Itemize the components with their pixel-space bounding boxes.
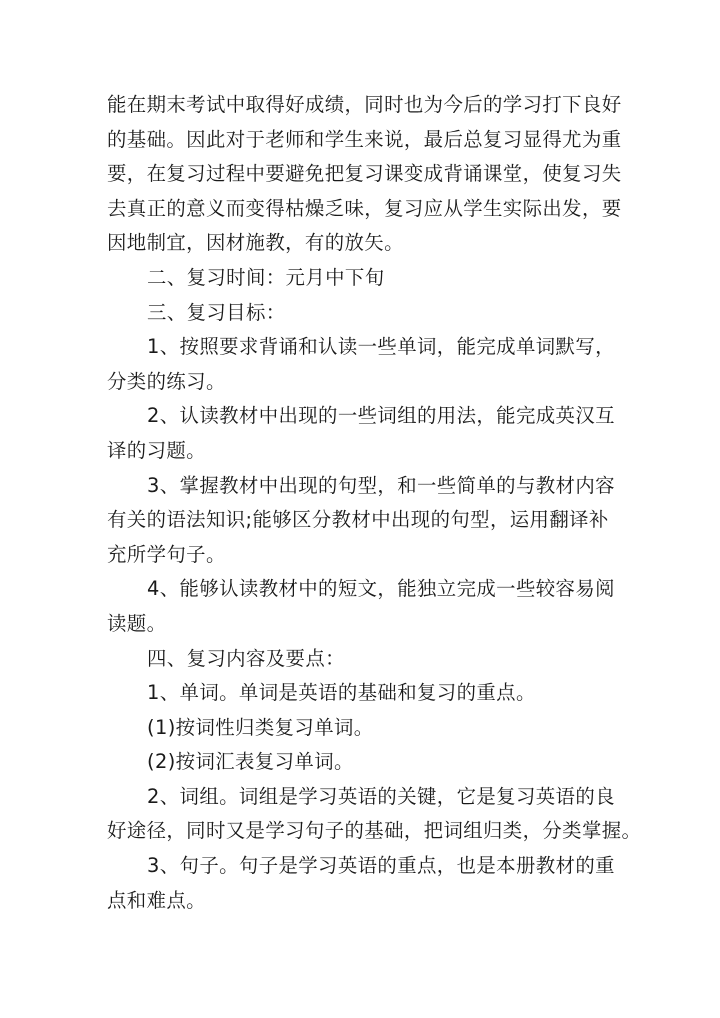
goal-item-line: 1、按照要求背诵和认读一些单词，能完成单词默写， [147,335,615,359]
goal-item-line: 分类的练习。 [107,369,226,393]
body-line: 的基础。因此对于老师和学生来说，最后总复习显得尤为重 [107,127,622,151]
body-line: 能在期末考试中取得好成绩，同时也为今后的学习打下良好 [107,93,622,116]
document-body [107,88,642,918]
section-heading-review-time: 二、复习时间：元月中下旬 [147,265,385,289]
content-item-line: 好途径，同时又是学习句子的基础，把词组归类，分类掌握。 [107,819,642,843]
section-heading-review-content: 四、复习内容及要点： [147,646,345,670]
body-line: 要，在复习过程中要避免把复习课变成背诵课堂，使复习失 [107,162,622,186]
content-subitem-line: (2)按词汇表复习单词。 [147,750,354,774]
content-item-line: 2、词组。词组是学习英语的关键，它是复习英语的良 [147,784,615,808]
goal-item-line: 4、能够认读教材中的短文，能独立完成一些较容易阅 [147,577,615,601]
body-line: 去真正的意义而变得枯燥乏味，复习应从学生实际出发，要 [107,196,622,220]
goal-item-line: 译的习题。 [107,438,206,462]
body-line: 因地制宜，因材施教，有的放矢。 [107,231,404,255]
goal-item-line: 2、认读教材中出现的一些词组的用法，能完成英汉互 [147,404,615,428]
goal-item-line: 读题。 [107,611,167,635]
section-heading-review-goals: 三、复习目标： [147,300,286,324]
goal-item-line: 充所学句子。 [107,542,226,566]
goal-item-line: 3、掌握教材中出现的句型，和一些简单的与教材内容 [147,473,615,497]
goal-item-line: 有关的语法知识;能够区分教材中出现的句型，运用翻译补 [107,508,609,532]
content-item-line: 3、句子。句子是学习英语的重点，也是本册教材的重 [147,854,615,878]
content-item-line: 1、单词。单词是英语的基础和复习的重点。 [147,681,536,705]
content-subitem-line: (1)按词性归类复习单词。 [147,715,374,739]
content-item-line: 点和难点。 [107,888,206,912]
